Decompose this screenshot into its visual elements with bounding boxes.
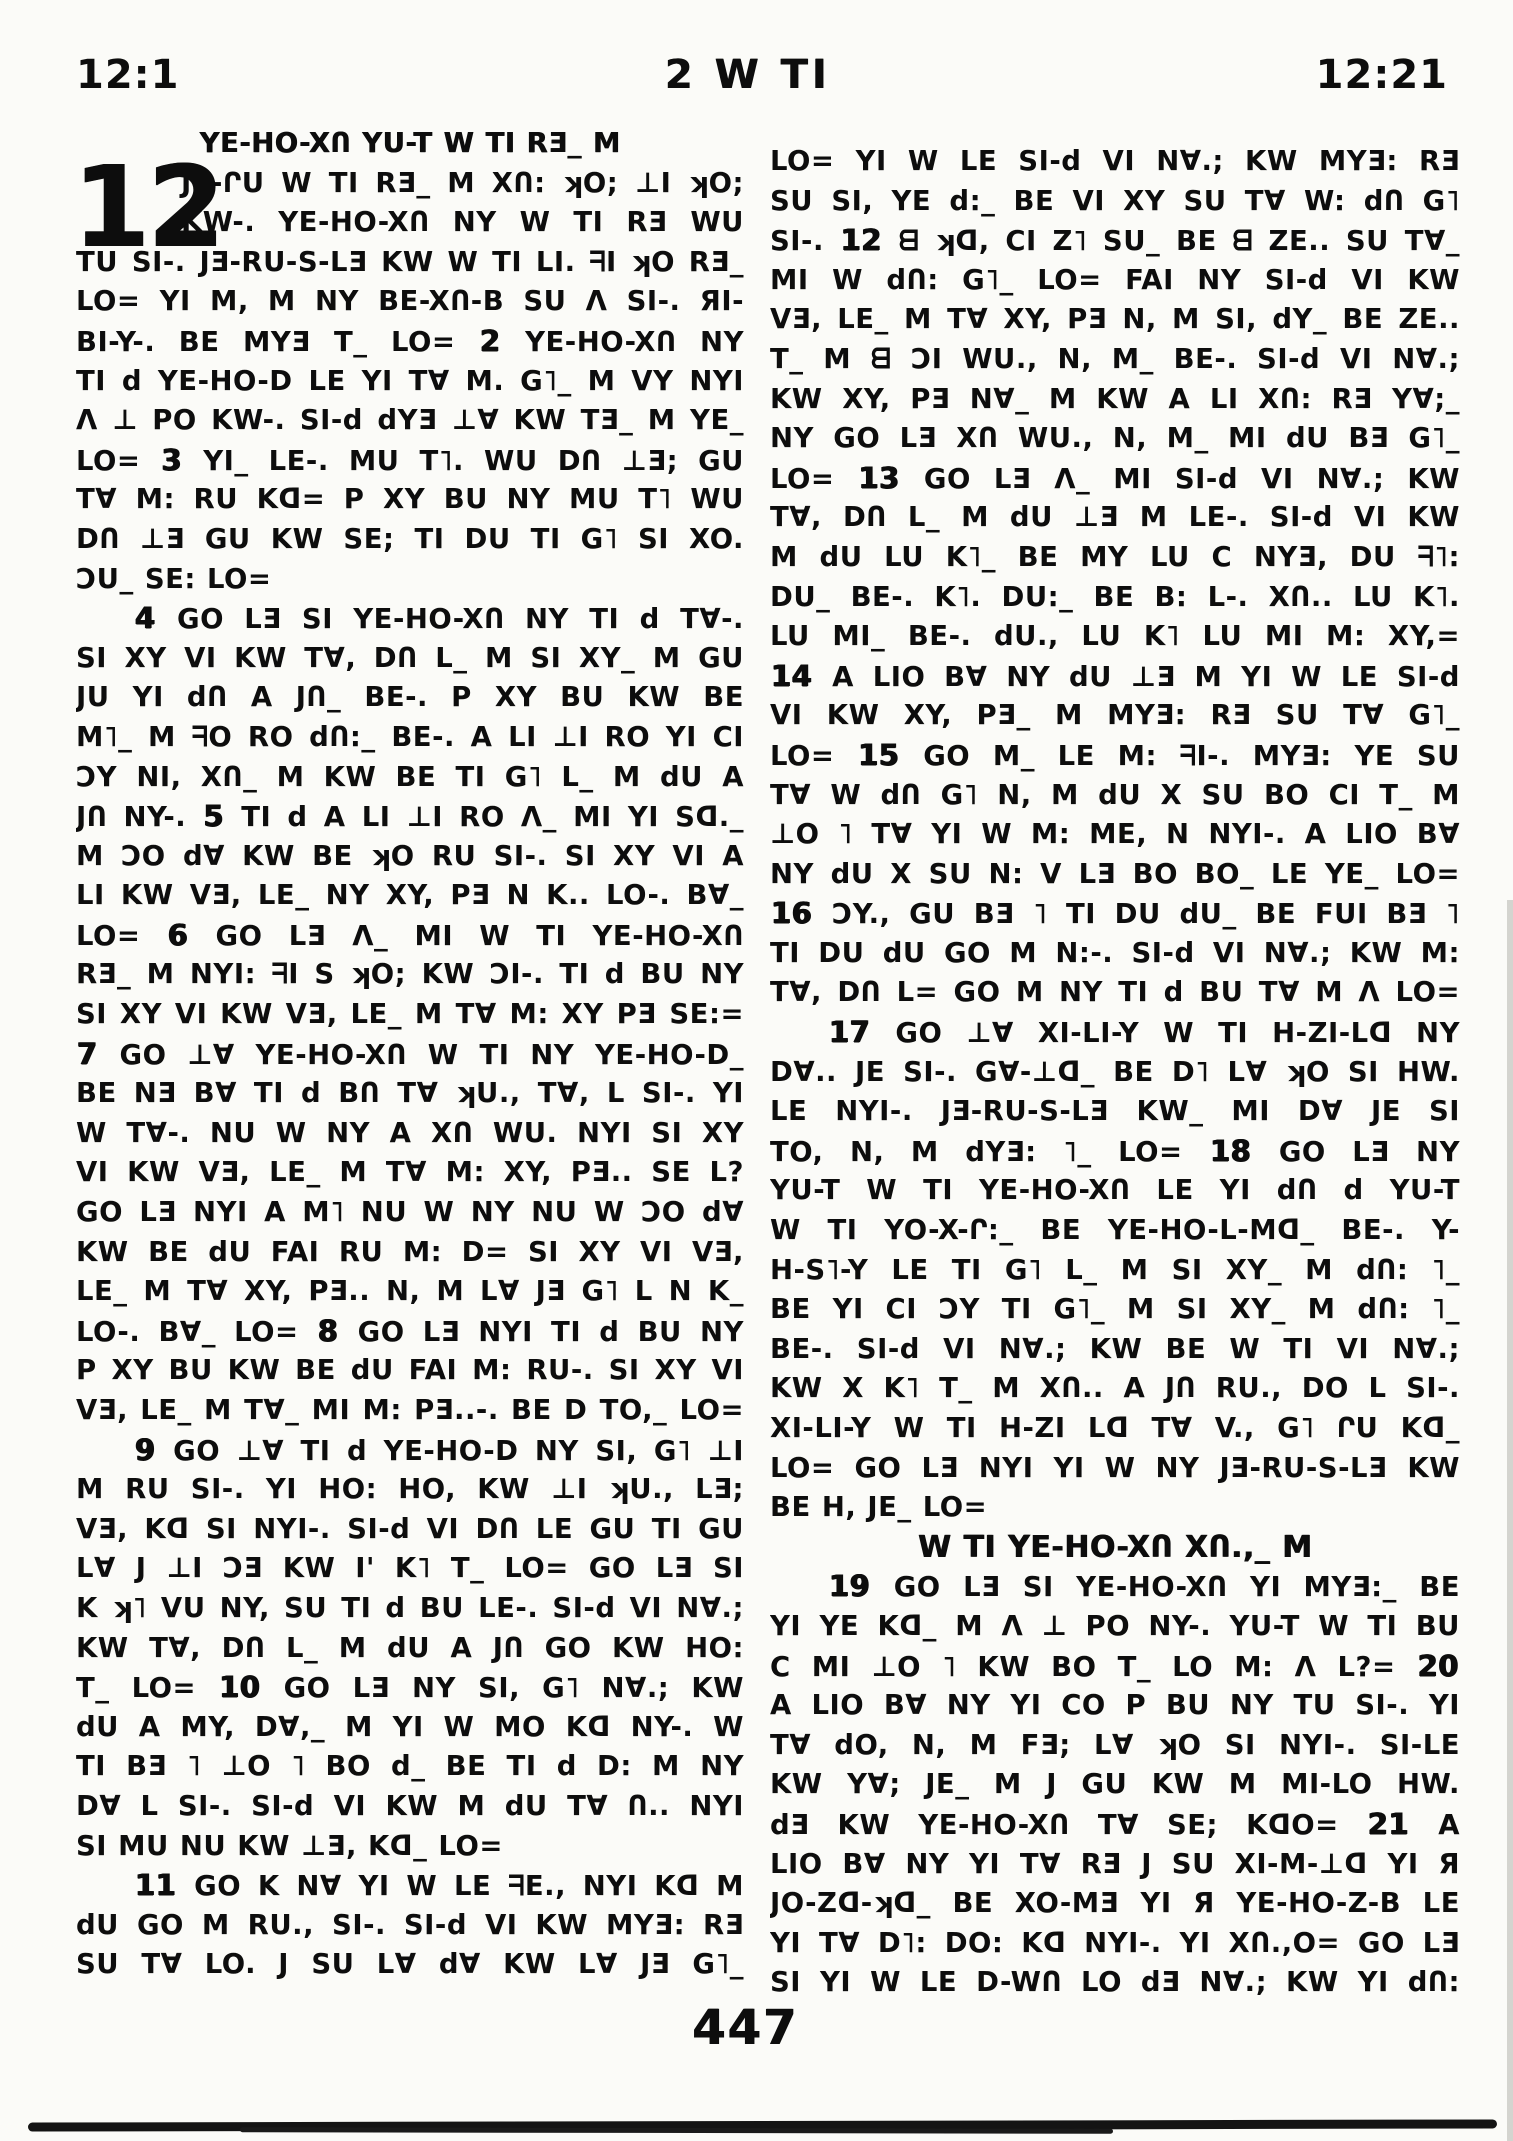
text-segment: M RU SI-. YI HO: HO, KW ⊥I ʞU., LƎ; xyxy=(76,1473,744,1506)
text-segment: VƎ, LE_ M T∀_ MI M: PƎ..-. BE D TO,_ LO= xyxy=(76,1394,744,1426)
text-line xyxy=(76,1074,744,1114)
text-line xyxy=(76,1272,744,1312)
text-line xyxy=(76,1589,744,1629)
text-segment: ƆY NI, XՈ_ M KW BE TI G˥ L_ M dU A xyxy=(76,760,744,793)
text-line xyxy=(770,1092,1460,1132)
text-segment: ᗺ ʞᗡ, CI Z˥ SU_ BE ᗺ ZE.. SU T∀_ xyxy=(882,225,1460,258)
text-segment: K ʞ˥ VU NY, SU TI d BU LE-. SI-d VI N∀.; xyxy=(76,1591,744,1624)
text-segment: BE-. SI-d VI N∀.; KW BE W TI VI N∀.; xyxy=(770,1332,1460,1365)
text-segment: VI KW VƎ, LE_ M T∀ M: XY, PƎ.. SE L? xyxy=(76,1156,744,1189)
chapter-drop-cap: 12 xyxy=(72,143,222,273)
text-segment: P XY BU KW BE dU FAI M: RU-. SI XY VI xyxy=(76,1354,744,1387)
text-line xyxy=(76,1827,744,1867)
text-line xyxy=(770,894,1460,934)
text-line xyxy=(76,1431,744,1471)
text-line xyxy=(770,1567,1460,1607)
running-header xyxy=(76,52,1448,98)
text-line xyxy=(76,1391,744,1431)
text-line xyxy=(770,538,1460,578)
text-line xyxy=(770,419,1460,459)
verse-number: 18 xyxy=(1210,1133,1252,1168)
text-segment: GO ⊥∀ YE-HO-XՈ W TI NY YE-HO-D_ xyxy=(98,1038,744,1071)
header-right-reference: 12:21 xyxy=(1315,52,1448,98)
text-line xyxy=(76,1035,744,1075)
verse-number: 16 xyxy=(771,896,813,931)
text-line xyxy=(770,1686,1460,1726)
text-segment: LO= xyxy=(770,462,858,495)
text-line xyxy=(76,1866,744,1906)
text-line xyxy=(76,560,744,600)
text-segment: KW Y∀; JE_ M J GU KW M MI-LO HW. xyxy=(770,1768,1460,1801)
verse-number: 15 xyxy=(858,737,900,772)
text-segment: GO M_ LE M: ᖷI-. MYƎ: YE SU xyxy=(900,739,1460,772)
text-line xyxy=(770,1884,1460,1924)
text-line xyxy=(76,639,744,679)
text-segment: JՈ NY-. xyxy=(76,801,203,834)
text-segment: T∀, DՈ L= GO M NY TI d BU T∀ M Λ LO= xyxy=(770,976,1460,1009)
text-segment: T∀, DՈ L_ M dU ⊥Ǝ M LE-. SI-d VI KW xyxy=(770,501,1460,534)
text-segment: T∀ dO, N, M FƎ; L∀ ʞO SI NYI-. SI-LE xyxy=(770,1728,1460,1761)
text-segment: KW BE dU FAI RU M: D= SI XY VI VƎ, xyxy=(76,1235,744,1268)
text-segment: GO LƎ Λ_ MI W TI YE-HO-XՈ xyxy=(189,919,744,952)
text-line xyxy=(76,401,744,441)
verse-number: 9 xyxy=(135,1432,156,1467)
text-segment: KW T∀, DՈ L_ M dU A JՈ GO KW HO: xyxy=(76,1631,744,1664)
text-segment: SI-. xyxy=(770,225,840,258)
text-segment: TU SI-. JƎ-RU-S-LƎ KW W TI LI. ᖷI ʞO RƎ_ xyxy=(76,245,744,278)
text-line xyxy=(76,1510,744,1550)
text-line xyxy=(770,182,1460,222)
text-line xyxy=(770,1963,1460,2003)
text-line xyxy=(770,1409,1460,1449)
verse-number: 4 xyxy=(135,601,156,636)
verse-number: 3 xyxy=(161,442,183,477)
text-line xyxy=(770,1449,1460,1489)
text-line xyxy=(76,1193,744,1233)
text-line xyxy=(76,441,744,481)
text-segment: YI_ LE-. MU T˥. WU DՈ ⊥Ǝ; GU xyxy=(183,444,744,477)
text-segment: W TI YE-HO-XՈ XՈ.,_ M xyxy=(917,1529,1313,1565)
text-line xyxy=(76,1114,744,1154)
text-segment: A LIO B∀ NY YI CO P BU NY TU SI-. YI xyxy=(770,1689,1460,1722)
page-number: 447 xyxy=(691,2000,799,2056)
text-segment: LO-. B∀_ LO= xyxy=(76,1315,317,1348)
text-segment: D∀ L SI-. SI-d VI KW M dU T∀ Ո.. NYI xyxy=(76,1789,744,1822)
text-segment: YU-T W TI YE-HO-XՈ LE YI dՈ d YU-T xyxy=(770,1174,1460,1207)
text-line xyxy=(76,1351,744,1391)
text-segment: T_ M ᗺ ƆI WU., N, M_ BE-. SI-d VI N∀.; xyxy=(770,342,1460,375)
text-line xyxy=(770,1845,1460,1885)
text-segment: SU T∀ LO. J SU L∀ d∀ KW L∀ JƎ G˥_ xyxy=(76,1948,744,1981)
text-segment: dU A MY, D∀,_ M YI W MO Kᗡ NY-. W xyxy=(76,1710,744,1743)
text-line xyxy=(76,1233,744,1273)
text-line xyxy=(76,1708,744,1748)
verse-number: 10 xyxy=(219,1670,261,1705)
text-segment: T_ LO= xyxy=(76,1672,219,1705)
verse-number: 8 xyxy=(317,1313,339,1348)
scan-edge-shading xyxy=(1507,900,1513,2141)
text-line xyxy=(770,221,1460,261)
verse-number: 17 xyxy=(829,1015,871,1050)
text-segment: NY GO LƎ XՈ WU., N, M_ MI dU BƎ G˥_ xyxy=(770,422,1460,455)
text-segment: TI d YE-HO-D LE YI T∀ M. G˥_ M VY NYI xyxy=(76,364,744,397)
text-segment: TI d A LI ⊥I RO Λ_ MI YI Sᗡ._ xyxy=(225,801,744,834)
text-line xyxy=(76,1153,744,1193)
text-segment: GO K N∀ YI W LE ᖷE., NYI Kᗡ M xyxy=(177,1870,744,1903)
text-line xyxy=(76,955,744,995)
text-segment: H-S˥-Y LE TI G˥ L_ M SI XY_ M dՈ: ˥_ xyxy=(770,1253,1460,1286)
text-line xyxy=(770,776,1460,816)
text-segment: VƎ, Kᗡ SI NYI-. SI-d VI DՈ LE GU TI GU xyxy=(76,1512,744,1545)
text-segment: T∀ W dՈ G˥ N, M dU X SU BO CI T_ M xyxy=(770,778,1460,811)
verse-number: 19 xyxy=(829,1569,871,1604)
text-line xyxy=(76,1747,744,1787)
text-line xyxy=(76,1470,744,1510)
text-segment: LO= YI W LE SI-d VI N∀.; KW MYƎ: RƎ xyxy=(770,145,1460,177)
text-line xyxy=(770,617,1460,657)
text-line xyxy=(76,1945,744,1985)
text-line xyxy=(76,876,744,916)
text-line xyxy=(76,1629,744,1669)
text-segment: C MI ⊥O ˥ KW BO T_ LO M: Λ L?= xyxy=(770,1650,1417,1683)
text-line xyxy=(770,1765,1460,1805)
text-segment: GO LƎ SI YE-HO-XՈ NY TI d T∀-. xyxy=(156,603,744,636)
text-line xyxy=(770,340,1460,380)
text-segment: LO= xyxy=(770,739,858,772)
text-segment: W T∀-. NU W NY A XՈ WU. NYI SI XY xyxy=(76,1116,744,1149)
text-segment: A xyxy=(1410,1808,1460,1841)
text-segment: SU SI, YE d:_ BE VI XY SU T∀ W: dՈ G˥ xyxy=(770,184,1460,217)
text-line xyxy=(770,1607,1460,1647)
verse-number: 5 xyxy=(203,799,225,834)
text-segment: MI W dՈ: G˥_ LO= FAI NY SI-d VI KW xyxy=(770,263,1460,296)
text-segment: GO LƎ NYI TI d BU NY xyxy=(339,1315,744,1348)
text-line xyxy=(770,657,1460,697)
text-segment: KW X K˥ T_ M XՈ.. A JՈ RU., DO L SI-. xyxy=(770,1372,1460,1405)
text-segment: T∀ M: RU Kᗡ= P XY BU NY MU T˥ WU xyxy=(76,483,744,516)
text-line xyxy=(770,1924,1460,1964)
text-line xyxy=(770,578,1460,618)
verse-number: 20 xyxy=(1417,1648,1459,1683)
text-segment: VƎ, LE_ M T∀ XY, PƎ N, M SI, dY_ BE ZE.. xyxy=(770,303,1460,336)
text-line xyxy=(770,142,1460,182)
text-segment: JU YI dՈ A JՈ_ BE-. P XY BU KW BE xyxy=(76,681,744,714)
text-segment: DՈ ⊥Ǝ GU KW SE; TI DU TI G˥ SI XO. xyxy=(76,522,744,555)
text-line xyxy=(76,599,744,639)
text-line xyxy=(76,520,744,560)
text-line xyxy=(770,1369,1460,1409)
text-segment: D∀.. JE SI-. G∀-⊥ᗡ_ BE D˥ L∀ ʞO SI HW. xyxy=(770,1055,1460,1088)
text-line xyxy=(770,380,1460,420)
text-segment: SI YI W LE D-WՈ LO dƎ N∀.; KW YI dՈ: xyxy=(770,1966,1460,1999)
text-segment: NY dU X SU N: V LƎ BO BO_ LE YE_ LO= xyxy=(770,857,1460,890)
text-segment: DU_ BE-. K˥. DU:_ BE B: L-. XՈ.. LU K˥. xyxy=(770,580,1460,613)
verse-number: 6 xyxy=(167,917,189,952)
verse-number: 21 xyxy=(1367,1806,1410,1841)
text-line xyxy=(770,973,1460,1013)
verse-number: 7 xyxy=(77,1036,98,1071)
text-segment: LO= GO LƎ NYI YI W NY JƎ-RU-S-LƎ KW xyxy=(770,1451,1460,1484)
text-line xyxy=(770,815,1460,855)
text-segment: SI MU NU KW ⊥Ǝ, Kᗡ_ LO= xyxy=(76,1829,503,1862)
text-segment: GO LƎ SI YE-HO-XՈ YI MYƎ:_ BE xyxy=(871,1571,1460,1604)
text-segment: BE NƎ B∀ TI d BՈ T∀ ʞU., T∀, L SI-. YI xyxy=(76,1077,744,1110)
text-line xyxy=(76,1787,744,1827)
text-segment: GO ⊥∀ TI d YE-HO-D NY SI, G˥ ⊥I xyxy=(156,1434,744,1467)
text-segment: Λ ⊥ PO KW-. SI-d dYƎ ⊥∀ KW TƎ_ M YE_ xyxy=(76,404,744,437)
text-line xyxy=(76,995,744,1035)
text-segment: SI XY VI KW T∀, DՈ L_ M SI XY_ M GU xyxy=(76,641,744,674)
text-line xyxy=(770,855,1460,895)
text-segment: TI BƎ ˥ ⊥O ˥ BO d_ BE TI d D: M NY xyxy=(76,1750,744,1783)
text-line xyxy=(770,1171,1460,1211)
verse-number: 14 xyxy=(771,658,813,693)
text-line xyxy=(770,1251,1460,1291)
text-line xyxy=(76,362,744,402)
text-line xyxy=(76,1549,744,1589)
text-segment: GO LƎ Λ_ MI SI-d VI N∀.; KW xyxy=(900,462,1460,495)
text-segment: GO ⊥∀ XI-LI-Y W TI H-ZI-Lᗡ NY xyxy=(871,1017,1460,1050)
text-line xyxy=(76,837,744,877)
header-book-title: 2 W TI xyxy=(664,52,831,98)
text-segment: TI DU dU GO M N:-. SI-d VI N∀.; KW M: xyxy=(770,936,1460,969)
text-line xyxy=(770,696,1460,736)
text-segment: M ƆO d∀ KW BE ʞO RU SI-. SI XY VI A xyxy=(76,839,744,872)
text-line xyxy=(76,916,744,956)
text-line xyxy=(770,1330,1460,1370)
text-segment: VI KW XY, PƎ_ M MYƎ: RƎ SU T∀ G˥_ xyxy=(770,699,1460,732)
text-segment: GO LƎ NY SI, G˥ N∀.; KW xyxy=(261,1672,744,1705)
text-segment: LE NYI-. JƎ-RU-S-LƎ KW_ MI D∀ JE SI xyxy=(770,1095,1460,1128)
text-segment: LU MI_ BE-. dU., LU K˥ LU MI M: XY,= xyxy=(770,620,1460,653)
text-line xyxy=(76,1906,744,1946)
text-segment: LO= xyxy=(76,919,167,952)
text-segment: ⊥O ˥ T∀ YI W M: ME, N NYI-. A LIO B∀ xyxy=(770,818,1460,851)
text-segment: LE_ M T∀ XY, PƎ.. N, M L∀ JƎ G˥ L N K_ xyxy=(76,1275,744,1308)
text-line xyxy=(770,459,1460,499)
text-segment: LO= YI M, M NY BE-XՈ-B SU Λ SI-. ЯI- xyxy=(76,285,744,318)
right-text-column xyxy=(770,142,1460,2003)
text-line xyxy=(770,1488,1460,1528)
text-segment: JO-Zᗡ-ʞᗡ_ BE XO-MƎ YI Я YE-HO-Z-B LE xyxy=(770,1887,1460,1920)
text-segment: W TI YO-X-Ր:_ BE YE-HO-L-Mᗡ_ BE-. Y- xyxy=(770,1214,1460,1247)
text-segment: GO LƎ NY xyxy=(1252,1135,1460,1168)
text-segment: BE H, JE_ LO= xyxy=(770,1491,988,1524)
scan-artifact-streak-small xyxy=(240,2127,1113,2134)
text-line xyxy=(76,480,744,520)
text-segment: SI XY VI KW VƎ, LE_ M T∀ M: XY PƎ SE:= xyxy=(76,998,744,1031)
text-line xyxy=(76,678,744,718)
text-segment: XI-LI-Y W TI H-ZI Lᗡ T∀ V., G˥ ՐU Kᗡ_ xyxy=(770,1412,1460,1444)
text-line xyxy=(770,1647,1460,1687)
text-segment: RƎ_ M NYI: ᖷI S ʞO; KW ƆI-. TI d BU NY xyxy=(76,958,744,991)
text-segment: dƎ KW YE-HO-XՈ T∀ SE; KᗡO= xyxy=(770,1808,1367,1841)
left-text-column xyxy=(72,124,744,1985)
text-line xyxy=(770,1211,1460,1251)
text-line xyxy=(770,261,1460,301)
text-segment: YI YE Kᗡ_ M Λ ⊥ PO NY-. YU-T W TI BU xyxy=(770,1609,1460,1642)
text-line xyxy=(76,322,744,362)
text-segment: KW XY, PƎ N∀_ M KW A LI XՈ: RƎ Y∀;_ xyxy=(770,382,1460,415)
text-line xyxy=(770,736,1460,776)
text-segment: BE YI CI ƆY TI G˥_ M SI XY_ M dՈ: ˥_ xyxy=(770,1293,1460,1326)
verse-number: 13 xyxy=(858,460,900,495)
text-line xyxy=(770,1013,1460,1053)
text-segment: BI-Y-. BE MYƎ T_ LO= xyxy=(76,325,479,358)
text-line xyxy=(76,282,744,322)
text-segment: A LIO B∀ NY dU ⊥Ǝ M YI W LE SI-d xyxy=(813,660,1460,693)
text-segment: TO, N, M dYƎ: ˥_ LO= xyxy=(770,1135,1210,1168)
subsection-heading xyxy=(770,1528,1460,1568)
text-line xyxy=(770,1726,1460,1766)
text-line xyxy=(770,934,1460,974)
text-segment: dU GO M RU., SI-. SI-d VI KW MYƎ: RƎ xyxy=(76,1908,744,1941)
text-line xyxy=(770,300,1460,340)
text-line xyxy=(770,1132,1460,1172)
verse-number: 11 xyxy=(135,1868,177,1903)
header-left-reference: 12:1 xyxy=(76,52,180,98)
text-segment: JƎ-ՐU W TI RƎ_ M XՈ: ʞO; ⊥I ʞO; xyxy=(181,166,744,199)
text-line xyxy=(76,758,744,798)
text-line xyxy=(76,1312,744,1352)
text-segment: L∀ J ⊥I ƆƎ KW I' K˥ T_ LO= GO LƎ SI xyxy=(76,1552,744,1585)
text-segment: ƆY., GU BƎ ˥ TI DU dU_ BE FUI BƎ ˥ xyxy=(813,898,1460,931)
text-segment: LIO B∀ NY YI T∀ RƎ J SU XI-M-⊥ᗡ YI Я xyxy=(770,1847,1460,1880)
text-segment: YE-HO-XՈ YU-T W TI RƎ_ M xyxy=(199,127,621,159)
verse-number: 2 xyxy=(479,323,501,358)
text-segment: GO LƎ NYI A M˥ NU W NY NU W ƆO d∀ xyxy=(76,1196,744,1229)
text-segment: YE-HO-XՈ NY xyxy=(501,325,744,358)
text-segment: LO= xyxy=(76,444,161,477)
text-line xyxy=(770,1805,1460,1845)
verse-number: 12 xyxy=(840,223,882,258)
text-line xyxy=(76,718,744,758)
text-segment: ƆU_ SE: LO= xyxy=(76,562,272,595)
text-line xyxy=(76,797,744,837)
text-segment: LI KW VƎ, LE_ NY XY, PƎ N K.. LO-. B∀_ xyxy=(76,879,744,912)
text-line xyxy=(770,1290,1460,1330)
text-line xyxy=(76,1668,744,1708)
text-line xyxy=(770,498,1460,538)
text-segment: M˥_ M ᖷO RO dՈ:_ BE-. A LI ⊥I RO YI CI xyxy=(76,720,744,753)
text-line xyxy=(770,1053,1460,1093)
text-segment: M dU LU K˥_ BE MY LU C NYƎ, DU ᖷ˥: xyxy=(770,540,1460,573)
text-segment: YI T∀ D˥: DO: Kᗡ NYI-. YI XՈ.,O= GO LƎ xyxy=(770,1926,1460,1959)
text-segment: KW-. YE-HO-XՈ NY W TI RƎ WU xyxy=(181,206,744,239)
